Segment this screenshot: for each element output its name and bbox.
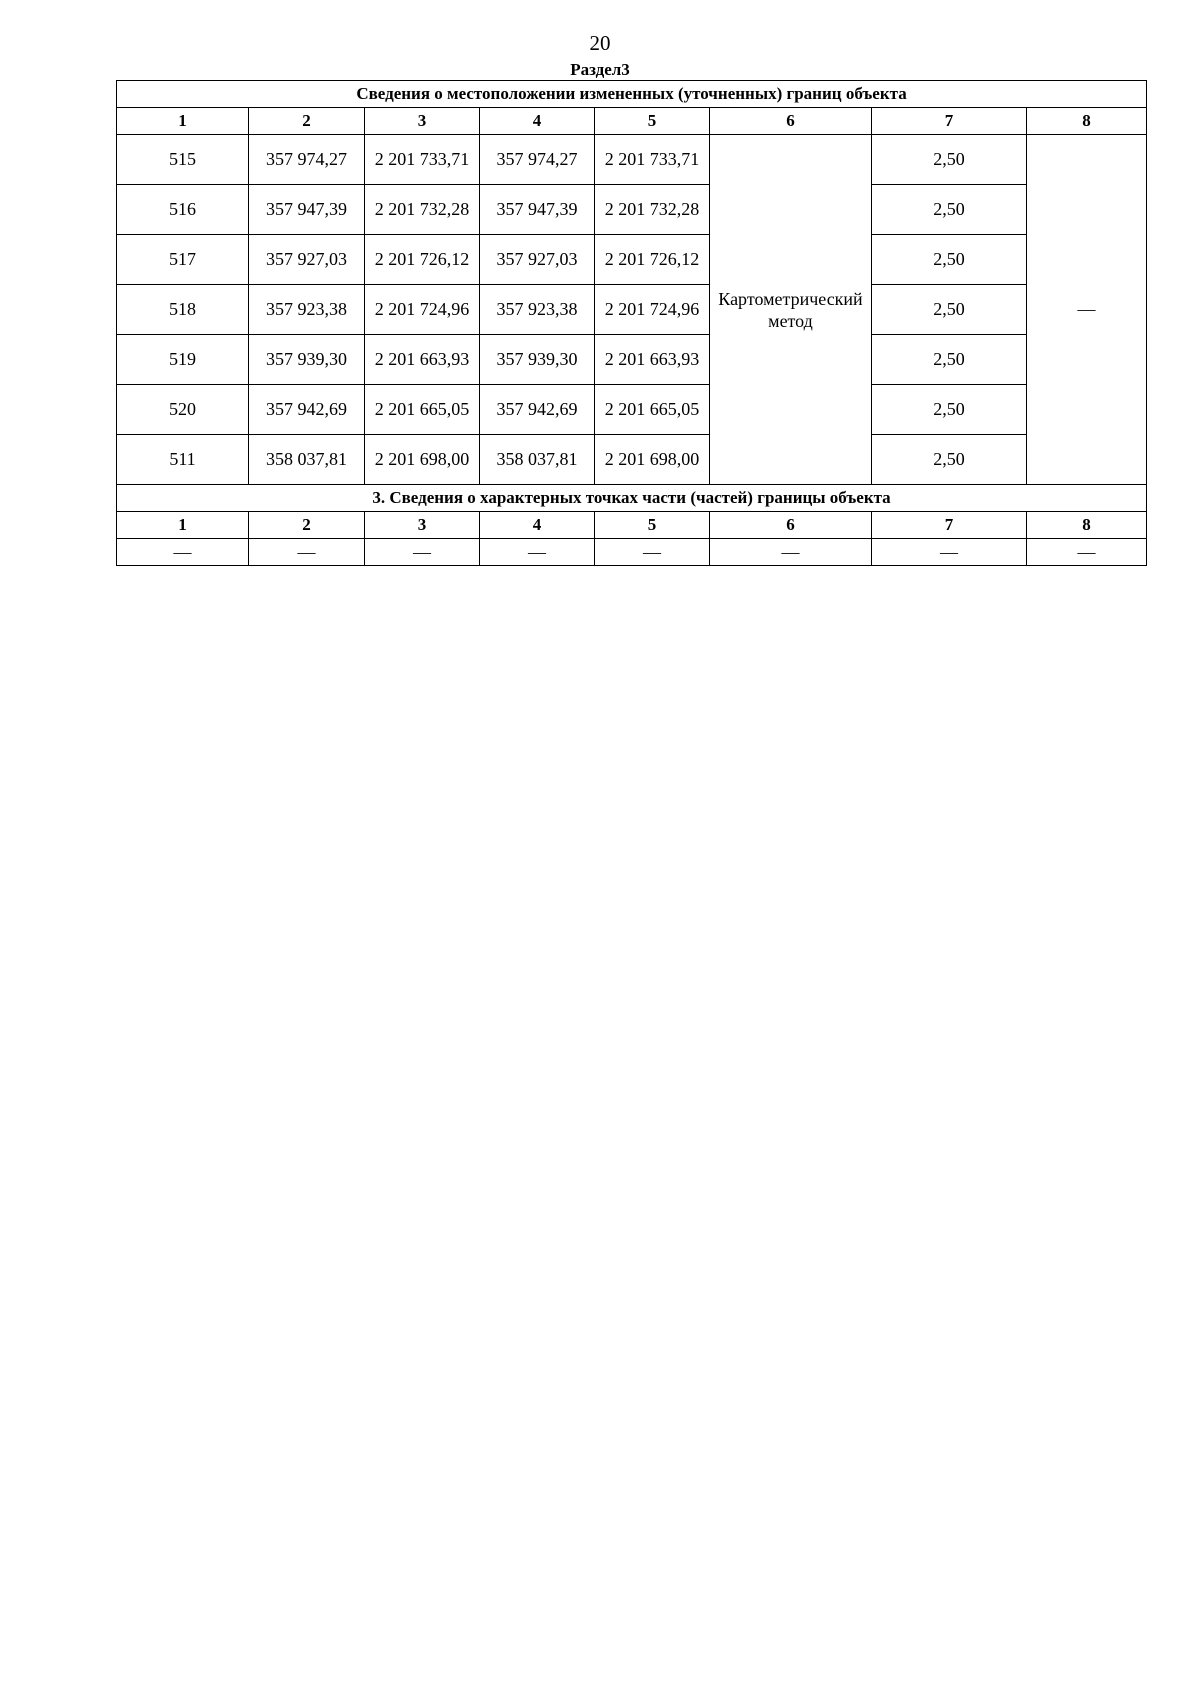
- column-number: 1: [117, 512, 249, 539]
- coord-y: 2 201 726,12: [365, 235, 480, 285]
- point-number: 511: [117, 435, 249, 485]
- section-title: Раздел3: [570, 60, 630, 79]
- method-cell: Картометрический метод: [710, 135, 872, 485]
- coord-y: 2 201 724,96: [365, 285, 480, 335]
- table2-column-numbers: [117, 512, 1147, 539]
- coord-x-refined: 357 923,38: [480, 285, 595, 335]
- point-number: 516: [117, 185, 249, 235]
- column-number: 7: [872, 108, 1027, 135]
- column-number: 5: [595, 512, 710, 539]
- empty-cell: —: [872, 539, 1027, 566]
- column-number: 3: [365, 108, 480, 135]
- coord-x-refined: 357 927,03: [480, 235, 595, 285]
- column-number: 6: [710, 108, 872, 135]
- column-number: 2: [249, 512, 365, 539]
- column-number: 6: [710, 512, 872, 539]
- coord-x: 357 974,27: [249, 135, 365, 185]
- table-row: [117, 185, 1147, 235]
- point-number: 519: [117, 335, 249, 385]
- table1-caption-row: [117, 81, 1147, 108]
- table-row: [117, 235, 1147, 285]
- table-row: [117, 539, 1147, 566]
- column-number: 8: [1027, 108, 1147, 135]
- coord-y-refined: 2 201 726,12: [595, 235, 710, 285]
- accuracy: 2,50: [872, 285, 1027, 335]
- accuracy: 2,50: [872, 185, 1027, 235]
- coord-x: 357 947,39: [249, 185, 365, 235]
- coord-x-refined: 357 939,30: [480, 335, 595, 385]
- empty-cell: —: [710, 539, 872, 566]
- table-row: [117, 285, 1147, 335]
- coord-x: 357 923,38: [249, 285, 365, 335]
- column-number: 4: [480, 512, 595, 539]
- table-row: [117, 335, 1147, 385]
- point-number: 520: [117, 385, 249, 435]
- column-number: 4: [480, 108, 595, 135]
- accuracy: 2,50: [872, 385, 1027, 435]
- coord-y-refined: 2 201 665,05: [595, 385, 710, 435]
- accuracy: 2,50: [872, 235, 1027, 285]
- coord-x: 357 942,69: [249, 385, 365, 435]
- accuracy: 2,50: [872, 335, 1027, 385]
- coord-y: 2 201 733,71: [365, 135, 480, 185]
- boundary-table: [116, 80, 1147, 566]
- point-number: 515: [117, 135, 249, 185]
- coord-y-refined: 2 201 663,93: [595, 335, 710, 385]
- coord-y: 2 201 663,93: [365, 335, 480, 385]
- empty-cell: —: [595, 539, 710, 566]
- column-number: 2: [249, 108, 365, 135]
- empty-cell: —: [480, 539, 595, 566]
- table2-caption-row: [117, 485, 1147, 512]
- coord-y-refined: 2 201 733,71: [595, 135, 710, 185]
- table2-caption: 3. Сведения о характерных точках части (частей) границы объекта: [117, 485, 1147, 512]
- coord-y: 2 201 665,05: [365, 385, 480, 435]
- empty-cell: —: [249, 539, 365, 566]
- column-number: 8: [1027, 512, 1147, 539]
- table-row: [117, 435, 1147, 485]
- coord-x-refined: 358 037,81: [480, 435, 595, 485]
- coord-x-refined: 357 974,27: [480, 135, 595, 185]
- table1-caption: Сведения о местоположении измененных (уточненных) границ объекта: [117, 81, 1147, 108]
- coord-y-refined: 2 201 724,96: [595, 285, 710, 335]
- coord-y: 2 201 698,00: [365, 435, 480, 485]
- table1-column-numbers: [117, 108, 1147, 135]
- column-number: 5: [595, 108, 710, 135]
- table-row: [117, 385, 1147, 435]
- coord-x: 357 927,03: [249, 235, 365, 285]
- coord-y-refined: 2 201 698,00: [595, 435, 710, 485]
- accuracy: 2,50: [872, 135, 1027, 185]
- table-row: [117, 135, 1147, 185]
- page-number: 20: [589, 31, 611, 55]
- coord-x-refined: 357 942,69: [480, 385, 595, 435]
- coord-x: 358 037,81: [249, 435, 365, 485]
- point-number: 517: [117, 235, 249, 285]
- coord-y-refined: 2 201 732,28: [595, 185, 710, 235]
- accuracy: 2,50: [872, 435, 1027, 485]
- empty-cell: —: [117, 539, 249, 566]
- coord-x: 357 939,30: [249, 335, 365, 385]
- col8-cell: —: [1027, 135, 1147, 485]
- point-number: 518: [117, 285, 249, 335]
- column-number: 3: [365, 512, 480, 539]
- empty-cell: —: [1027, 539, 1147, 566]
- column-number: 1: [117, 108, 249, 135]
- column-number: 7: [872, 512, 1027, 539]
- empty-cell: —: [365, 539, 480, 566]
- coord-y: 2 201 732,28: [365, 185, 480, 235]
- coord-x-refined: 357 947,39: [480, 185, 595, 235]
